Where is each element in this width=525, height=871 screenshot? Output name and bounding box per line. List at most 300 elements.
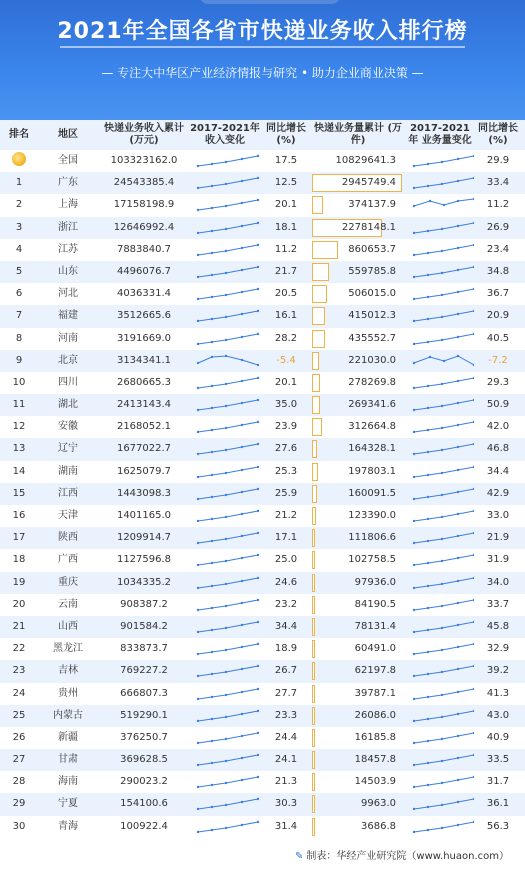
revenue-trend-sparkline [190,372,260,394]
revenue-trend-sparkline [190,727,260,749]
sparkline-chart [196,619,260,635]
region-cell: 新疆 [58,731,78,743]
volume-growth-cell: 41.3 [486,687,510,699]
revenue-cell: 908387.2 [120,598,168,610]
revenue-growth-cell: 24.1 [274,754,298,766]
volume-value: 3686.8 [361,820,396,832]
region-cell: 青海 [58,820,78,832]
sparkline-chart [412,353,474,369]
rank-cell: 30 [12,820,26,832]
region-cell: 广西 [58,554,78,566]
volume-cell [310,350,406,372]
revenue-cell: 2168052.1 [116,421,172,433]
table-row [0,771,525,793]
revenue-cell: 519290.1 [120,709,168,721]
sparkline-chart [196,819,260,835]
sparkline-chart [196,220,260,236]
sparkline-chart [412,175,474,191]
volume-growth-cell: 31.7 [486,776,510,788]
sparkline-chart [412,641,474,657]
volume-value: 26086.0 [354,709,396,721]
volume-trend-sparkline [406,793,474,815]
volume-growth-cell: 36.1 [486,798,510,810]
volume-value: 160091.5 [348,487,396,499]
volume-growth-cell: -7.2 [488,354,508,366]
volume-bar [312,330,325,348]
revenue-cell: 833873.7 [120,643,168,655]
volume-trend-sparkline [406,483,474,505]
sparkline-chart [196,175,260,191]
revenue-trend-sparkline [190,150,260,172]
revenue-cell: 290023.2 [120,776,168,788]
table-row [0,594,525,616]
sparkline-chart [196,752,260,768]
sparkline-chart [196,242,260,258]
volume-growth-cell: 40.5 [486,332,510,344]
sparkline-chart [196,153,260,169]
volume-growth-cell: 20.9 [486,310,510,322]
sparkline-chart [196,441,260,457]
region-cell: 天津 [58,510,78,521]
revenue-cell: 154100.6 [120,798,168,810]
volume-value: 197803.1 [348,465,396,477]
volume-bar [312,463,318,481]
revenue-growth-cell: 25.3 [274,465,298,477]
sparkline-chart [196,508,260,524]
volume-cell [310,438,406,460]
rank-cell: 5 [15,265,23,277]
rank-cell [0,150,38,172]
volume-cell [310,660,406,682]
revenue-trend-sparkline [190,305,260,327]
volume-cell [310,150,406,172]
table-row [0,461,525,483]
revenue-growth-cell: 16.1 [274,310,298,322]
revenue-trend-sparkline [190,616,260,638]
revenue-growth-cell: 24.4 [274,731,298,743]
table-row [0,705,525,727]
volume-bar [312,662,315,680]
volume-trend-sparkline [406,194,474,216]
revenue-trend-sparkline [190,438,260,460]
revenue-growth-cell: 25.0 [274,554,298,566]
volume-trend-sparkline [406,816,474,838]
sparkline-chart [196,796,260,812]
volume-bar [312,795,315,813]
rank-cell: 17 [12,532,26,544]
table-row [0,638,525,660]
volume-growth-cell: 34.4 [486,465,510,477]
volume-bar [312,418,322,436]
volume-cell [310,727,406,749]
revenue-cell: 3191669.0 [116,332,172,344]
sparkline-chart [196,197,260,213]
revenue-cell: 369628.5 [120,754,168,766]
volume-value: 16185.8 [354,731,396,743]
revenue-cell: 1401165.0 [116,510,172,521]
volume-cell [310,394,406,416]
volume-cell [310,638,406,660]
region-cell: 陕西 [58,532,78,544]
table-row [0,416,525,438]
volume-value: 506015.0 [348,288,396,300]
volume-cell [310,372,406,394]
revenue-trend-sparkline [190,217,260,239]
sparkline-chart [196,708,260,724]
revenue-cell: 3134341.1 [116,354,172,366]
revenue-growth-cell: 30.3 [274,798,298,810]
volume-cell [310,816,406,838]
volume-value: 18457.8 [354,754,396,766]
table-row [0,616,525,638]
sparkline-chart [412,530,474,546]
volume-trend-sparkline [406,305,474,327]
volume-bar [312,285,327,303]
sparkline-chart [196,774,260,790]
revenue-trend-sparkline [190,793,260,815]
volume-value: 415012.3 [348,310,396,322]
region-cell: 河北 [58,288,78,300]
revenue-trend-sparkline [190,594,260,616]
revenue-cell: 1127596.8 [116,554,172,566]
revenue-cell: 2413143.4 [116,399,172,411]
table-row [0,239,525,261]
volume-trend-sparkline [406,616,474,638]
rank-cell: 8 [15,332,23,344]
table-row [0,483,525,505]
footer-credit-text: 制表：华经产业研究院（www.huaon.com） [306,851,509,862]
region-cell: 海南 [58,776,78,788]
region-cell: 河南 [58,332,78,344]
revenue-growth-cell: 28.2 [274,332,298,344]
volume-trend-sparkline [406,350,474,372]
volume-growth-cell: 39.2 [486,665,510,677]
sparkline-chart [412,774,474,790]
rank-cell: 22 [12,643,26,655]
revenue-growth-cell: 27.6 [274,443,298,455]
rank-cell: 3 [15,221,23,233]
sparkline-chart [196,663,260,679]
table-row [0,527,525,549]
volume-growth-cell: 33.0 [486,510,510,521]
volume-growth-cell: 42.9 [486,487,510,499]
volume-trend-sparkline [406,505,474,527]
table-header [0,120,525,150]
region-cell: 重庆 [58,576,78,588]
volume-trend-sparkline [406,172,474,194]
revenue-growth-cell: 34.4 [274,620,298,632]
revenue-growth-cell: 26.7 [274,665,298,677]
revenue-growth-cell: 12.5 [274,177,298,189]
revenue-cell: 4496076.7 [116,265,172,277]
region-cell: 全国 [58,155,78,166]
table-row [0,572,525,594]
sparkline-chart [196,375,260,391]
sparkline-chart [196,486,260,502]
volume-trend-sparkline [406,239,474,261]
revenue-cell: 7883840.7 [116,243,172,255]
table-row [0,660,525,682]
volume-bar [312,640,315,658]
header-decoration [200,0,340,4]
revenue-trend-sparkline [190,394,260,416]
volume-cell [310,749,406,771]
rank-cell: 4 [15,243,23,255]
revenue-cell: 1209914.7 [116,532,172,544]
volume-bar [312,241,338,259]
volume-bar [312,196,323,214]
volume-value: 111806.6 [348,532,396,544]
volume-trend-sparkline [406,572,474,594]
volume-trend-sparkline [406,660,474,682]
volume-growth-cell: 56.3 [486,820,510,832]
revenue-growth-cell: 23.9 [274,421,298,433]
volume-value: 10829641.3 [335,155,396,166]
volume-value: 2945749.4 [341,177,396,189]
sparkline-chart [412,575,474,591]
volume-trend-sparkline [406,438,474,460]
volume-trend-sparkline [406,549,474,571]
volume-bar [312,263,329,281]
sparkline-chart [412,419,474,435]
sparkline-chart [412,197,474,213]
rank-cell: 2 [15,199,23,211]
volume-growth-cell: 11.2 [486,199,510,211]
table-row [0,749,525,771]
revenue-growth-cell: 21.7 [274,265,298,277]
revenue-growth-cell: 17.1 [274,532,298,544]
rank-cell: 20 [12,598,26,610]
volume-trend-sparkline [406,461,474,483]
region-cell: 四川 [58,376,78,388]
volume-cell [310,328,406,350]
rank-cell: 27 [12,754,26,766]
rank-cell: 26 [12,731,26,743]
sparkline-chart [412,796,474,812]
region-cell: 贵州 [58,687,78,699]
sparkline-chart [196,597,260,613]
rank-cell: 13 [12,443,26,455]
rank-cell: 19 [12,576,26,588]
page-subtitle: — 专注大中华区产业经济情报与研究 • 助力企业商业决策 — [101,66,424,80]
revenue-trend-sparkline [190,638,260,660]
volume-growth-cell: 34.0 [486,576,510,588]
rank-cell: 11 [12,399,26,411]
volume-cell [310,416,406,438]
revenue-growth-cell: 31.4 [274,820,298,832]
volume-growth-cell: 34.8 [486,265,510,277]
volume-value: 62197.8 [354,665,396,677]
volume-trend-sparkline [406,150,474,172]
rank-cell: 24 [12,687,26,699]
revenue-cell: 100922.4 [120,820,168,832]
sparkline-chart [412,552,474,568]
revenue-growth-cell: 23.3 [274,709,298,721]
sparkline-chart [196,308,260,324]
sparkline-chart [412,619,474,635]
footer-credit [295,847,509,862]
revenue-growth-cell: 24.6 [274,576,298,588]
rank-cell: 7 [15,310,23,322]
revenue-trend-sparkline [190,771,260,793]
volume-cell [310,572,406,594]
col-header-revenue: 快递业务收入累计 (万元) [104,123,184,146]
revenue-trend-sparkline [190,283,260,305]
volume-value: 14503.9 [354,776,396,788]
sparkline-chart [412,752,474,768]
table-row [0,793,525,815]
sparkline-chart [412,819,474,835]
page-footer [0,838,525,871]
table-row [0,438,525,460]
table-row [0,727,525,749]
revenue-trend-sparkline [190,261,260,283]
revenue-trend-sparkline [190,705,260,727]
volume-value: 97936.0 [354,576,396,588]
revenue-trend-sparkline [190,416,260,438]
volume-trend-sparkline [406,638,474,660]
volume-trend-sparkline [406,416,474,438]
revenue-trend-sparkline [190,816,260,838]
volume-cell [310,683,406,705]
table-row [0,328,525,350]
volume-growth-cell: 50.9 [486,399,510,411]
col-header-rank: 排名 [9,129,29,140]
sparkline-chart [196,353,260,369]
revenue-growth-cell: 27.7 [274,687,298,699]
revenue-growth-cell: 20.1 [274,376,298,388]
volume-trend-sparkline [406,261,474,283]
region-cell: 安徽 [58,421,78,433]
rank-cell: 9 [15,354,23,366]
volume-bar [312,773,315,791]
region-cell: 浙江 [58,221,78,233]
volume-trend-sparkline [406,394,474,416]
sparkline-chart [412,730,474,746]
volume-bar [312,551,315,569]
revenue-trend-sparkline [190,660,260,682]
table-row [0,217,525,239]
region-cell: 上海 [58,199,78,211]
sparkline-chart [412,597,474,613]
region-cell: 北京 [58,354,78,366]
volume-bar [312,374,320,392]
rank-cell: 10 [12,376,26,388]
table-row [0,394,525,416]
volume-cell [310,483,406,505]
revenue-cell: 901584.2 [120,620,168,632]
rank-cell: 18 [12,554,26,566]
sparkline-chart [412,663,474,679]
sparkline-chart [196,575,260,591]
volume-value: 435552.7 [348,332,396,344]
sparkline-chart [412,153,474,169]
revenue-trend-sparkline [190,483,260,505]
volume-bar [312,529,315,547]
sparkline-chart [412,708,474,724]
volume-trend-sparkline [406,727,474,749]
volume-trend-sparkline [406,217,474,239]
volume-cell [310,616,406,638]
revenue-growth-cell: 21.3 [274,776,298,788]
revenue-growth-cell: 20.1 [274,199,298,211]
volume-trend-sparkline [406,705,474,727]
region-cell: 内蒙古 [53,709,83,721]
volume-growth-cell: 29.9 [486,155,510,166]
region-cell: 宁夏 [58,798,78,810]
revenue-trend-sparkline [190,527,260,549]
sparkline-chart [196,641,260,657]
revenue-cell: 4036331.4 [116,288,172,300]
volume-bar [312,574,315,592]
revenue-cell: 1625079.7 [116,465,172,477]
sparkline-chart [412,375,474,391]
volume-value: 78131.4 [354,620,396,632]
sparkline-chart [412,308,474,324]
volume-cell [310,705,406,727]
table-body [0,150,525,860]
volume-cell [310,793,406,815]
volume-trend-sparkline [406,683,474,705]
table-row [0,150,525,172]
volume-value: 269341.6 [348,399,396,411]
revenue-growth-cell: -5.4 [276,354,296,366]
revenue-cell: 24543385.4 [113,177,175,189]
volume-cell [310,771,406,793]
volume-growth-cell: 23.4 [486,243,510,255]
volume-trend-sparkline [406,527,474,549]
volume-cell [310,261,406,283]
table-row [0,372,525,394]
revenue-cell: 1443098.3 [116,487,172,499]
volume-value: 60491.0 [354,643,396,655]
volume-bar [312,751,315,769]
revenue-trend-sparkline [190,505,260,527]
volume-bar [312,507,316,525]
rank-cell: 23 [12,665,26,677]
volume-cell [310,283,406,305]
volume-growth-cell: 33.5 [486,754,510,766]
revenue-cell: 1677022.7 [116,443,172,455]
sparkline-chart [412,464,474,480]
sparkline-chart [412,686,474,702]
region-cell: 山东 [58,265,78,277]
col-header-volume-growth: 同比增长 (%) [478,123,518,146]
rank-cell: 14 [12,465,26,477]
page-title: 2021年全国各省市快递业务收入排行榜 [57,19,468,44]
volume-trend-sparkline [406,594,474,616]
table-row [0,194,525,216]
sparkline-chart [196,686,260,702]
col-header-region: 地区 [58,129,78,140]
revenue-cell: 103323162.0 [110,155,178,166]
revenue-cell: 2680665.3 [116,376,172,388]
volume-cell [310,461,406,483]
volume-value: 84190.5 [354,598,396,610]
sparkline-chart [412,286,474,302]
region-cell: 甘肃 [58,754,78,766]
volume-cell [310,217,406,239]
rank-cell: 25 [12,709,26,721]
region-cell: 黑龙江 [53,643,83,655]
col-header-volume: 快递业务量累计 (万件) [313,123,403,146]
volume-growth-cell: 42.0 [486,421,510,433]
volume-value: 221030.0 [348,354,396,366]
revenue-trend-sparkline [190,683,260,705]
revenue-growth-cell: 17.5 [274,155,298,166]
revenue-cell: 12646992.4 [113,221,175,233]
region-cell: 云南 [58,598,78,610]
